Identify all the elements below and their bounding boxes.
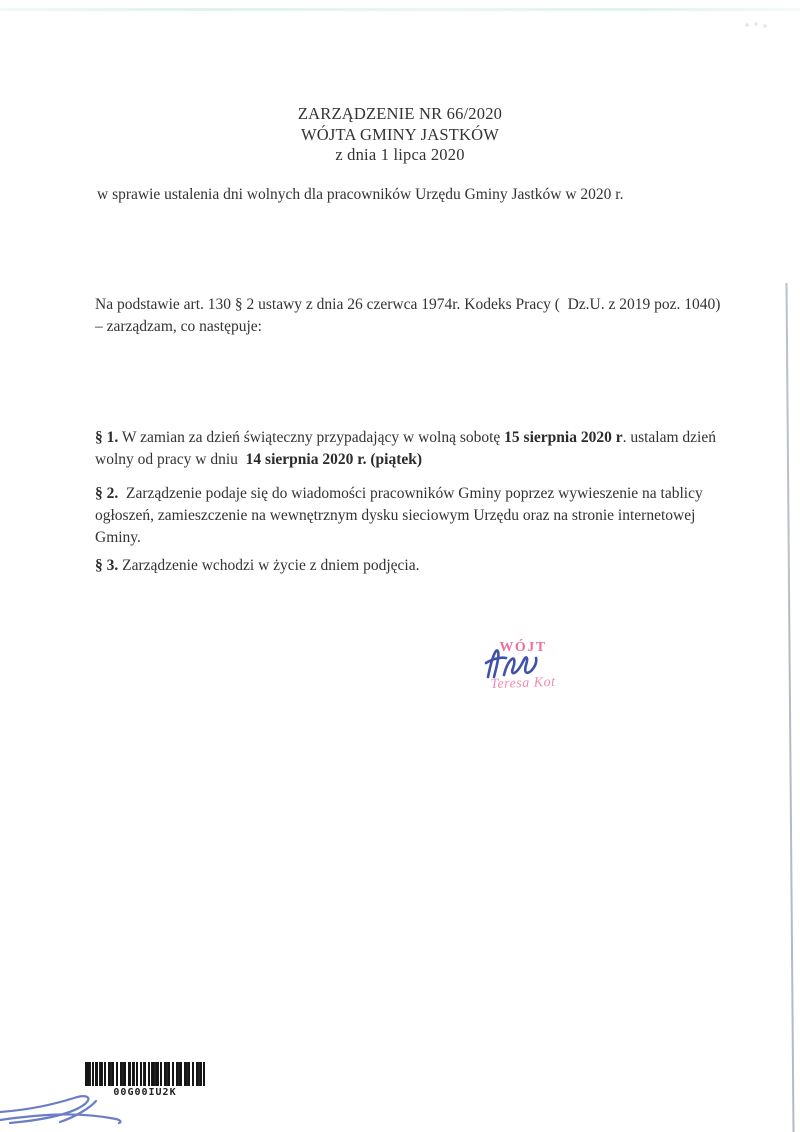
scan-artifact-top-edge (0, 8, 800, 11)
paragraph-2-text: Zarządzenie podaje się do wiadomości pracowników Gminy poprzez wywieszenie na tablicy ogłoszeń, zamieszczenie na wewnętrznym dysku sieciowym Urzędu oraz na stronie internetowej Gminy. (95, 485, 707, 546)
paragraph-1-marker: § 1. (95, 429, 119, 446)
paragraph-1-text: W zamian za dzień świąteczny przypadający w wolną sobotę (118, 429, 505, 446)
paragraph-2 (95, 483, 739, 549)
barcode-bars (85, 1062, 205, 1086)
paragraph-1 (95, 427, 747, 471)
paragraph-1-bold-date-2: 14 sierpnia 2020 r. (piątek) (245, 451, 423, 468)
paragraph-1-text-2: . ustalam dzień wolny od pracy w dniu (95, 429, 720, 468)
signature-block (458, 640, 588, 700)
title-line-date: z dnia 1 lipca 2020 (335, 145, 465, 164)
legal-basis-paragraph: Na podstawie art. 130 § 2 ustawy z dnia 26 czerwca 1974r. Kodeks Pracy ( Dz.U. z 2019 poz. 1040) – zarządzam, co następuje: (95, 296, 725, 335)
document-subject-line: w sprawie ustalenia dni wolnych dla pracowników Urzędu Gminy Jastków w 2020 r. (97, 186, 624, 203)
stamp-name-teresa-kot: Teresa Kot (490, 674, 556, 693)
document-title (0, 104, 800, 166)
paragraph-3-text: Zarządzenie wchodzi w życie z dniem podjęcia. (118, 557, 420, 574)
paragraph-2-marker: § 2. (95, 485, 119, 502)
barcode-value: 00G00IU2K (113, 1087, 177, 1098)
paragraph-3-marker: § 3. (95, 557, 119, 574)
paragraph-3 (95, 555, 739, 577)
stamp-role-wojt: WÓJT (499, 640, 547, 655)
scan-artifact-dots (744, 21, 770, 29)
title-line-ordinance-number: ZARZĄDZENIE NR 66/2020 (297, 104, 503, 123)
handwritten-paraph (0, 1093, 160, 1132)
title-line-issuer: WÓJTA GMINY JASTKÓW (300, 124, 500, 144)
paragraph-1-bold-date-1: 15 sierpnia 2020 r (504, 429, 623, 446)
barcode (85, 1062, 205, 1098)
